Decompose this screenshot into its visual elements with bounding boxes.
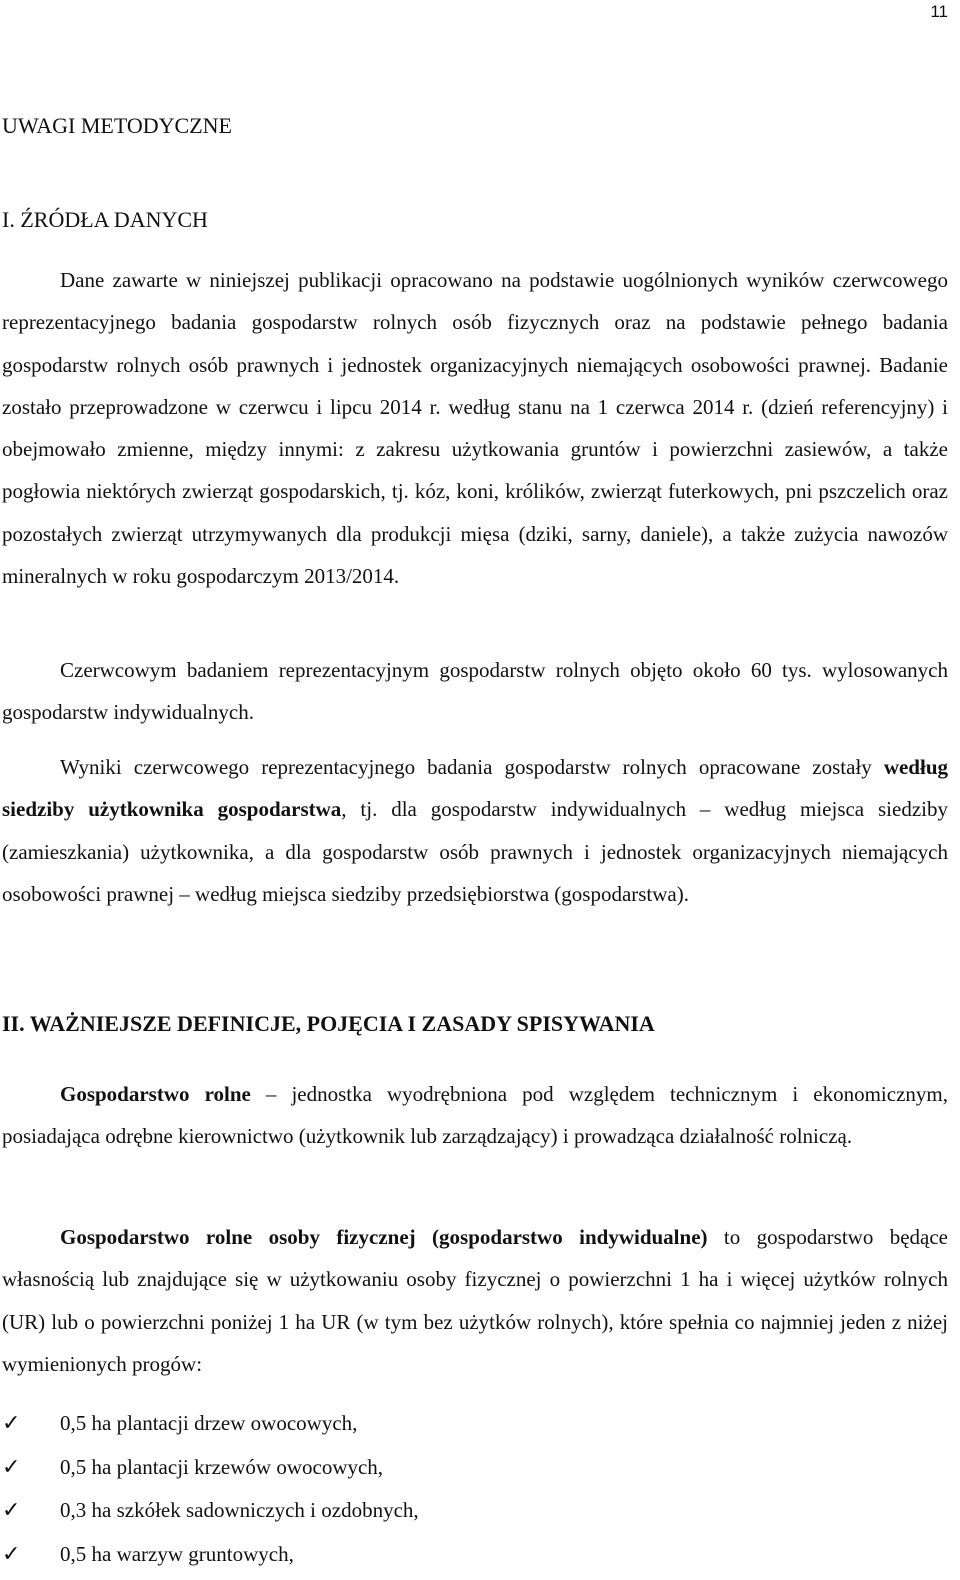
checkmark-icon: ✓ <box>2 1498 21 1523</box>
section-2-title: II. WAŻNIEJSZE DEFINICJE, POJĘCIA I ZASADY SPISYWANIA <box>2 1011 655 1036</box>
page-number: 11 <box>930 2 948 21</box>
definition-farm-text: – jednostka wyodrębniona pod względem technicznym i ekonomicznym, posiadająca odrębne kierownictwo (użytkownik lub zarządzający) i prowadząca działalność rolniczą. <box>2 1082 948 1149</box>
definition-individual-farm <box>2 1216 948 1385</box>
section-1-paragraph-1 <box>2 259 948 597</box>
section-1-paragraph-2 <box>2 649 948 734</box>
main-heading: UWAGI METODYCZNE <box>2 113 232 138</box>
paragraph-3-emphasis: według siedziby użytkownika gospodarstwa <box>2 755 948 822</box>
threshold-text: 0,5 ha warzyw gruntowych, <box>60 1541 294 1566</box>
checkmark-icon: ✓ <box>2 1541 21 1567</box>
checkmark-icon: ✓ <box>2 1411 21 1436</box>
list-item <box>0 1446 900 1490</box>
paragraph-3-lead: Wyniki czerwcowego reprezentacyjnego badania gospodarstw rolnych opracowane zostały <box>60 755 884 779</box>
definition-individual-farm-term: Gospodarstwo rolne osoby fizycznej (gospodarstwo indywidualne) <box>60 1225 708 1249</box>
list-item <box>0 1489 900 1533</box>
section-1-title: I. ŹRÓDŁA DANYCH <box>2 207 208 232</box>
threshold-text: 0,5 ha plantacji drzew owocowych, <box>60 1411 358 1435</box>
paragraph-3-rest: , tj. dla gospodarstw indywidualnych – według miejsca siedziby (zamieszkania) użytkownika, a dla gospodarstw osób prawnych i jednostek organizacyjnych niemających osobowości prawnej – według miejsca siedziby przedsiębiorstwa (gospodarstwa). <box>2 797 948 906</box>
list-item <box>0 1402 900 1446</box>
definition-farm <box>2 1073 948 1158</box>
section-1-paragraph-3 <box>2 746 948 915</box>
threshold-text: 0,5 ha plantacji krzewów owocowych, <box>60 1454 384 1479</box>
section-1-paragraph-2-text: Czerwcowym badaniem reprezentacyjnym gospodarstw rolnych objęto około 60 tys. wylosowanych gospodarstw indywidualnych. <box>2 658 948 725</box>
definition-individual-farm-text: to gospodarstwo będące własnością lub znajdujące się w użytkowaniu osoby fizycznej o powierzchni 1 ha i więcej użytków rolnych (UR) lub o powierzchni poniżej 1 ha UR (w tym bez użytków rolnych), które spełnia co najmniej jeden z niżej wymienionych progów: <box>2 1225 949 1376</box>
list-item <box>0 1533 900 1577</box>
definition-farm-term: Gospodarstwo rolne <box>60 1082 251 1106</box>
threshold-text: 0,3 ha szkółek sadowniczych i ozdobnych, <box>60 1498 419 1522</box>
section-1-paragraph-1-text: Dane zawarte w niniejszej publikacji opracowano na podstawie uogólnionych wyników czerwcowego reprezentacyjnego badania gospodarstw rolnych osób fizycznych oraz na podstawie pełnego badania gospodarstw rolnych osób prawnych i jednostek organizacyjnych niemających osobowości prawnej. Badanie zostało przeprowadzone w czerwcu i lipcu 2014 r. według stanu na 1 czerwca 2014 r. (dzień referencyjny) i obejmowało zmienne, między innymi: z zakresu użytkowania gruntów i powierzchni zasiewów, a także pogłowia niektórych zwierząt gospodarskich, tj. kóz, koni, królików, zwierząt futerkowych, pni pszczelich oraz pozostałych zwierząt utrzymywanych dla produkcji mięsa (dziki, sarny, daniele), a także zużycia nawozów mineralnych w roku gospodarczym 2013/2014. <box>2 268 948 589</box>
checkmark-icon: ✓ <box>2 1454 21 1480</box>
threshold-list <box>0 1402 900 1576</box>
